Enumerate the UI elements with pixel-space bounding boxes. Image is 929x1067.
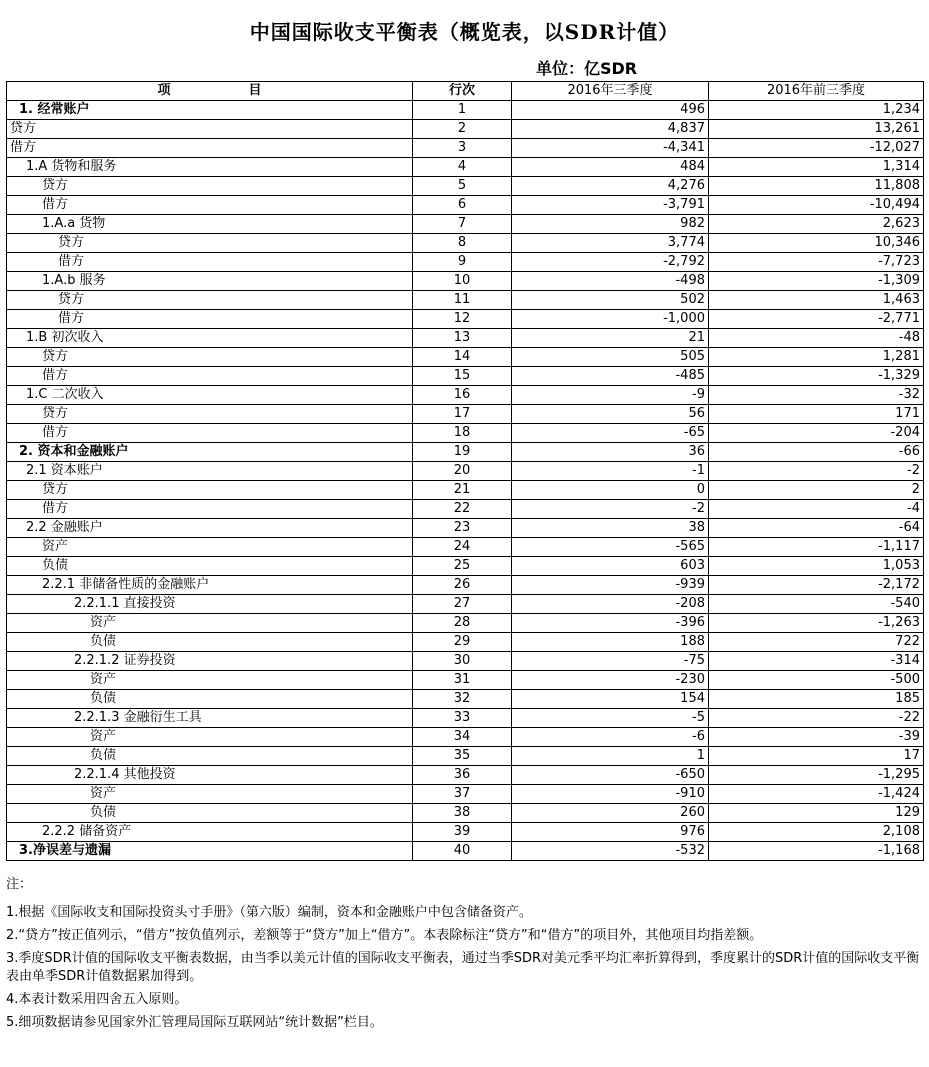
row-label: 2.2.1 非储备性质的金融账户: [7, 576, 413, 595]
row-line-number: 18: [413, 424, 512, 443]
table-row: [7, 576, 924, 595]
row-label: 借方: [7, 500, 413, 519]
row-line-number: 26: [413, 576, 512, 595]
row-label: 资产: [7, 671, 413, 690]
row-value-2016-ytd: -4: [709, 500, 924, 519]
note-item: 2.“贷方”按正值列示，“借方”按负值列示，差额等于“贷方”加上“借方”。本表除标注“贷方”和“借方”的项目外，其他项目均指差额。: [6, 928, 763, 943]
row-value-2016-q3: -2: [512, 500, 709, 519]
row-line-number: 15: [413, 367, 512, 386]
row-label: 负债: [7, 690, 413, 709]
row-value-2016-q3: -4,341: [512, 139, 709, 158]
row-label: 2.2.1.2 证券投资: [7, 652, 413, 671]
row-value-2016-q3: -5: [512, 709, 709, 728]
row-value-2016-ytd: 10,346: [709, 234, 924, 253]
table-row: [7, 481, 924, 500]
row-line-number: 8: [413, 234, 512, 253]
balance-of-payments-table: [6, 81, 924, 861]
row-value-2016-ytd: -1,263: [709, 614, 924, 633]
row-line-number: 36: [413, 766, 512, 785]
table-row: [7, 424, 924, 443]
row-line-number: 22: [413, 500, 512, 519]
note-item: 4.本表计数采用四舍五入原则。: [6, 992, 188, 1007]
row-label: 贷方: [7, 291, 413, 310]
row-label: 贷方: [7, 234, 413, 253]
row-value-2016-q3: 982: [512, 215, 709, 234]
table-row: [7, 804, 924, 823]
note-item: 1.根据《国际收支和国际投资头寸手册》（第六版）编制，资本和金融账户中包含储备资产。: [6, 905, 532, 920]
row-value-2016-q3: 56: [512, 405, 709, 424]
row-value-2016-ytd: 11,808: [709, 177, 924, 196]
row-line-number: 6: [413, 196, 512, 215]
row-label: 2.2.2 储备资产: [7, 823, 413, 842]
note-item: 3.季度SDR计值的国际收支平衡表数据，由当季以美元计值的国际收支平衡表，通过当季SDR对美元季平均汇率折算得到，季度累计的SDR计值的国际收支平衡表由单季SDR计值数据累加得到。: [6, 951, 920, 984]
row-value-2016-q3: 188: [512, 633, 709, 652]
row-line-number: 28: [413, 614, 512, 633]
table-row: [7, 785, 924, 804]
row-value-2016-ytd: -1,424: [709, 785, 924, 804]
row-value-2016-ytd: -314: [709, 652, 924, 671]
row-value-2016-ytd: -1,168: [709, 842, 924, 861]
row-value-2016-q3: -650: [512, 766, 709, 785]
row-value-2016-q3: -3,791: [512, 196, 709, 215]
row-value-2016-ytd: -22: [709, 709, 924, 728]
notes-section: [6, 876, 921, 1037]
row-label: 2.2 金融账户: [7, 519, 413, 538]
row-value-2016-q3: -910: [512, 785, 709, 804]
table-row: [7, 595, 924, 614]
row-value-2016-q3: 260: [512, 804, 709, 823]
row-value-2016-ytd: -10,494: [709, 196, 924, 215]
row-label: 1.A.b 服务: [7, 272, 413, 291]
table-row: [7, 842, 924, 861]
table-row: [7, 614, 924, 633]
row-value-2016-ytd: -64: [709, 519, 924, 538]
row-value-2016-ytd: 1,314: [709, 158, 924, 177]
row-value-2016-q3: -498: [512, 272, 709, 291]
row-value-2016-q3: 4,276: [512, 177, 709, 196]
row-line-number: 29: [413, 633, 512, 652]
row-line-number: 38: [413, 804, 512, 823]
row-line-number: 7: [413, 215, 512, 234]
header-line: 行次: [413, 82, 512, 101]
row-label: 2.2.1.1 直接投资: [7, 595, 413, 614]
table-row: [7, 234, 924, 253]
table-body: [7, 101, 924, 861]
table-row: [7, 386, 924, 405]
row-label: 1.B 初次收入: [7, 329, 413, 348]
row-value-2016-q3: -396: [512, 614, 709, 633]
row-value-2016-q3: -9: [512, 386, 709, 405]
table-row: [7, 500, 924, 519]
row-value-2016-q3: -565: [512, 538, 709, 557]
table-row: [7, 367, 924, 386]
row-label: 贷方: [7, 405, 413, 424]
row-value-2016-ytd: 185: [709, 690, 924, 709]
row-line-number: 19: [413, 443, 512, 462]
row-value-2016-q3: 484: [512, 158, 709, 177]
row-line-number: 33: [413, 709, 512, 728]
row-value-2016-ytd: -48: [709, 329, 924, 348]
row-value-2016-ytd: -540: [709, 595, 924, 614]
row-line-number: 12: [413, 310, 512, 329]
row-line-number: 37: [413, 785, 512, 804]
row-value-2016-q3: -208: [512, 595, 709, 614]
row-label: 资产: [7, 785, 413, 804]
row-value-2016-ytd: 171: [709, 405, 924, 424]
row-value-2016-ytd: -12,027: [709, 139, 924, 158]
row-value-2016-q3: -485: [512, 367, 709, 386]
row-value-2016-ytd: -39: [709, 728, 924, 747]
row-value-2016-ytd: 17: [709, 747, 924, 766]
row-line-number: 21: [413, 481, 512, 500]
note-item: 5.细项数据请参见国家外汇管理局国际互联网站“统计数据”栏目。: [6, 1015, 383, 1030]
row-line-number: 14: [413, 348, 512, 367]
row-value-2016-ytd: -2,172: [709, 576, 924, 595]
row-line-number: 5: [413, 177, 512, 196]
row-value-2016-ytd: -1,309: [709, 272, 924, 291]
row-value-2016-ytd: 1,281: [709, 348, 924, 367]
table-row: [7, 291, 924, 310]
row-value-2016-ytd: -500: [709, 671, 924, 690]
row-value-2016-ytd: 2,108: [709, 823, 924, 842]
row-label: 负债: [7, 633, 413, 652]
row-label: 资产: [7, 614, 413, 633]
row-label: 贷方: [7, 177, 413, 196]
row-line-number: 40: [413, 842, 512, 861]
row-value-2016-q3: -939: [512, 576, 709, 595]
row-line-number: 17: [413, 405, 512, 424]
row-label: 1.C 二次收入: [7, 386, 413, 405]
row-label: 借方: [7, 139, 413, 158]
row-value-2016-q3: 21: [512, 329, 709, 348]
row-line-number: 1: [413, 101, 512, 120]
row-value-2016-q3: 976: [512, 823, 709, 842]
table-row: [7, 101, 924, 120]
table-row: [7, 538, 924, 557]
row-label: 负债: [7, 804, 413, 823]
table-row: [7, 519, 924, 538]
unit-label: 单位：亿SDR: [536, 59, 638, 78]
row-value-2016-q3: -230: [512, 671, 709, 690]
row-line-number: 34: [413, 728, 512, 747]
table-row: [7, 728, 924, 747]
row-line-number: 35: [413, 747, 512, 766]
row-label: 1.A 货物和服务: [7, 158, 413, 177]
row-value-2016-q3: 154: [512, 690, 709, 709]
row-value-2016-q3: -1,000: [512, 310, 709, 329]
row-value-2016-ytd: -2: [709, 462, 924, 481]
row-label: 贷方: [7, 481, 413, 500]
page-title: 中国国际收支平衡表（概览表，以SDR计值）: [249, 20, 680, 44]
table-row: [7, 462, 924, 481]
row-line-number: 16: [413, 386, 512, 405]
row-label: 1. 经常账户: [7, 101, 413, 120]
table-row: [7, 329, 924, 348]
row-label: 贷方: [7, 348, 413, 367]
row-label: 贷方: [7, 120, 413, 139]
row-label: 1.A.a 货物: [7, 215, 413, 234]
row-label: 资产: [7, 538, 413, 557]
row-value-2016-ytd: 2: [709, 481, 924, 500]
row-line-number: 20: [413, 462, 512, 481]
row-label: 借方: [7, 253, 413, 272]
table-row: [7, 253, 924, 272]
row-value-2016-ytd: -32: [709, 386, 924, 405]
table-row: [7, 139, 924, 158]
row-label: 借方: [7, 310, 413, 329]
table-row: [7, 443, 924, 462]
table-row: [7, 272, 924, 291]
row-line-number: 9: [413, 253, 512, 272]
row-value-2016-q3: 496: [512, 101, 709, 120]
header-item: 项 目: [7, 82, 413, 101]
table-row: [7, 405, 924, 424]
row-line-number: 25: [413, 557, 512, 576]
row-value-2016-ytd: -66: [709, 443, 924, 462]
row-value-2016-q3: 603: [512, 557, 709, 576]
row-label: 2. 资本和金融账户: [7, 443, 413, 462]
row-label: 借方: [7, 424, 413, 443]
row-value-2016-q3: 502: [512, 291, 709, 310]
row-line-number: 11: [413, 291, 512, 310]
row-value-2016-q3: -1: [512, 462, 709, 481]
row-line-number: 27: [413, 595, 512, 614]
row-value-2016-q3: -6: [512, 728, 709, 747]
row-value-2016-q3: -532: [512, 842, 709, 861]
table-row: [7, 633, 924, 652]
row-value-2016-ytd: -1,329: [709, 367, 924, 386]
row-line-number: 23: [413, 519, 512, 538]
row-value-2016-ytd: 129: [709, 804, 924, 823]
row-value-2016-ytd: 1,053: [709, 557, 924, 576]
header-2016-q3: 2016年三季度: [512, 82, 709, 101]
row-value-2016-ytd: -2,771: [709, 310, 924, 329]
table-row: [7, 158, 924, 177]
row-value-2016-ytd: -1,117: [709, 538, 924, 557]
row-line-number: 31: [413, 671, 512, 690]
row-label: 负债: [7, 747, 413, 766]
table-row: [7, 709, 924, 728]
table-row: [7, 348, 924, 367]
row-line-number: 39: [413, 823, 512, 842]
row-value-2016-q3: 0: [512, 481, 709, 500]
row-label: 2.2.1.4 其他投资: [7, 766, 413, 785]
table-row: [7, 196, 924, 215]
row-value-2016-ytd: -7,723: [709, 253, 924, 272]
table-row: [7, 215, 924, 234]
row-line-number: 4: [413, 158, 512, 177]
table-row: [7, 652, 924, 671]
row-line-number: 32: [413, 690, 512, 709]
notes-label: 注：: [6, 877, 33, 892]
table-row: [7, 177, 924, 196]
row-line-number: 3: [413, 139, 512, 158]
header-2016-ytd: 2016年前三季度: [709, 82, 924, 101]
row-value-2016-ytd: 13,261: [709, 120, 924, 139]
row-line-number: 30: [413, 652, 512, 671]
row-line-number: 2: [413, 120, 512, 139]
row-value-2016-q3: -75: [512, 652, 709, 671]
table-row: [7, 690, 924, 709]
table-row: [7, 671, 924, 690]
table-row: [7, 766, 924, 785]
table-row: [7, 747, 924, 766]
row-value-2016-ytd: -1,295: [709, 766, 924, 785]
table-row: [7, 310, 924, 329]
row-label: 2.2.1.3 金融衍生工具: [7, 709, 413, 728]
row-value-2016-q3: 505: [512, 348, 709, 367]
row-value-2016-q3: 4,837: [512, 120, 709, 139]
table-row: [7, 120, 924, 139]
row-value-2016-q3: -2,792: [512, 253, 709, 272]
row-value-2016-ytd: 1,234: [709, 101, 924, 120]
row-value-2016-q3: 38: [512, 519, 709, 538]
row-label: 资产: [7, 728, 413, 747]
row-line-number: 24: [413, 538, 512, 557]
row-value-2016-ytd: -204: [709, 424, 924, 443]
row-value-2016-ytd: 2,623: [709, 215, 924, 234]
row-label: 负债: [7, 557, 413, 576]
row-value-2016-q3: 3,774: [512, 234, 709, 253]
table-row: [7, 557, 924, 576]
row-value-2016-q3: -65: [512, 424, 709, 443]
row-value-2016-ytd: 1,463: [709, 291, 924, 310]
table-header-row: [7, 82, 924, 101]
row-value-2016-q3: 36: [512, 443, 709, 462]
row-line-number: 13: [413, 329, 512, 348]
row-label: 借方: [7, 367, 413, 386]
row-line-number: 10: [413, 272, 512, 291]
row-label: 借方: [7, 196, 413, 215]
row-label: 2.1 资本账户: [7, 462, 413, 481]
row-label: 3.净误差与遗漏: [7, 842, 413, 861]
row-value-2016-ytd: 722: [709, 633, 924, 652]
row-value-2016-q3: 1: [512, 747, 709, 766]
table-row: [7, 823, 924, 842]
